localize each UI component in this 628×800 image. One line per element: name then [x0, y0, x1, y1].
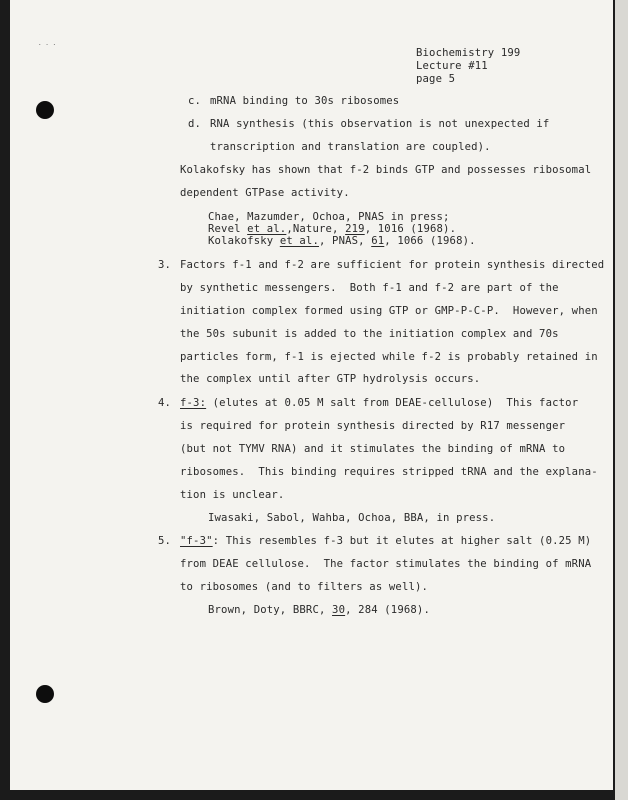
- item-3-line: particles form, f-1 is ejected while f-2 is probably retained in: [180, 351, 598, 363]
- item-5-marker: 5.: [158, 535, 172, 547]
- item-3-marker: 3.: [158, 259, 172, 271]
- punch-hole-bottom: [36, 685, 54, 703]
- item-4-line: f-3: (elutes at 0.05 M salt from DEAE-cellulose) This factor: [180, 397, 579, 409]
- item-5-reference: Brown, Doty, BBRC, 30, 284 (1968).: [208, 604, 430, 616]
- page-edge: [615, 0, 628, 800]
- item-3-line: the complex until after GTP hydrolysis occurs.: [180, 373, 481, 385]
- item-d-line: RNA synthesis (this observation is not unexpected if: [210, 118, 550, 130]
- paragraph-line: dependent GTPase activity.: [180, 187, 350, 199]
- header-page: page 5: [416, 73, 456, 85]
- item-c-text: mRNA binding to 30s ribosomes: [210, 95, 400, 107]
- item-3-line: Factors f-1 and f-2 are sufficient for protein synthesis directed: [180, 259, 605, 271]
- item-5-line: to ribosomes (and to filters as well).: [180, 581, 429, 593]
- item-4-marker: 4.: [158, 397, 172, 409]
- reference-line: Chae, Mazumder, Ochoa, PNAS in press;: [208, 211, 450, 223]
- punch-hole-top: [36, 101, 54, 119]
- item-3-line: by synthetic messengers. Both f-1 and f-2 are part of the: [180, 282, 559, 294]
- item-4-line: is required for protein synthesis directed by R17 messenger: [180, 420, 566, 432]
- reference-line: Kolakofsky et al., PNAS, 61, 1066 (1968).: [208, 235, 476, 247]
- reference-line: Revel et al.,Nature, 219, 1016 (1968).: [208, 223, 457, 235]
- item-d-line: transcription and translation are coupled).: [210, 141, 491, 153]
- item-3-line: initiation complex formed using GTP or GMP-P-C-P. However, when: [180, 305, 598, 317]
- header-lecture: Lecture #11: [416, 60, 488, 72]
- item-4-line: (but not TYMV RNA) and it stimulates the binding of mRNA to: [180, 443, 566, 455]
- item-3-line: the 50s subunit is added to the initiation complex and 70s: [180, 328, 559, 340]
- item-d-marker: d.: [188, 118, 202, 130]
- item-5-line: "f-3": This resembles f-3 but it elutes at higher salt (0.25 M): [180, 535, 592, 547]
- paragraph-line: Kolakofsky has shown that f-2 binds GTP and possesses ribosomal: [180, 164, 592, 176]
- item-4-line: ribosomes. This binding requires stripped tRNA and the explana-: [180, 466, 598, 478]
- corner-marks: . . .: [38, 40, 57, 47]
- item-4-line: tion is unclear.: [180, 489, 285, 501]
- item-5-line: from DEAE cellulose. The factor stimulates the binding of mRNA: [180, 558, 592, 570]
- header-course: Biochemistry 199: [416, 47, 521, 59]
- item-c-marker: c.: [188, 95, 202, 107]
- item-4-reference: Iwasaki, Sabol, Wahba, Ochoa, BBA, in press.: [208, 512, 496, 524]
